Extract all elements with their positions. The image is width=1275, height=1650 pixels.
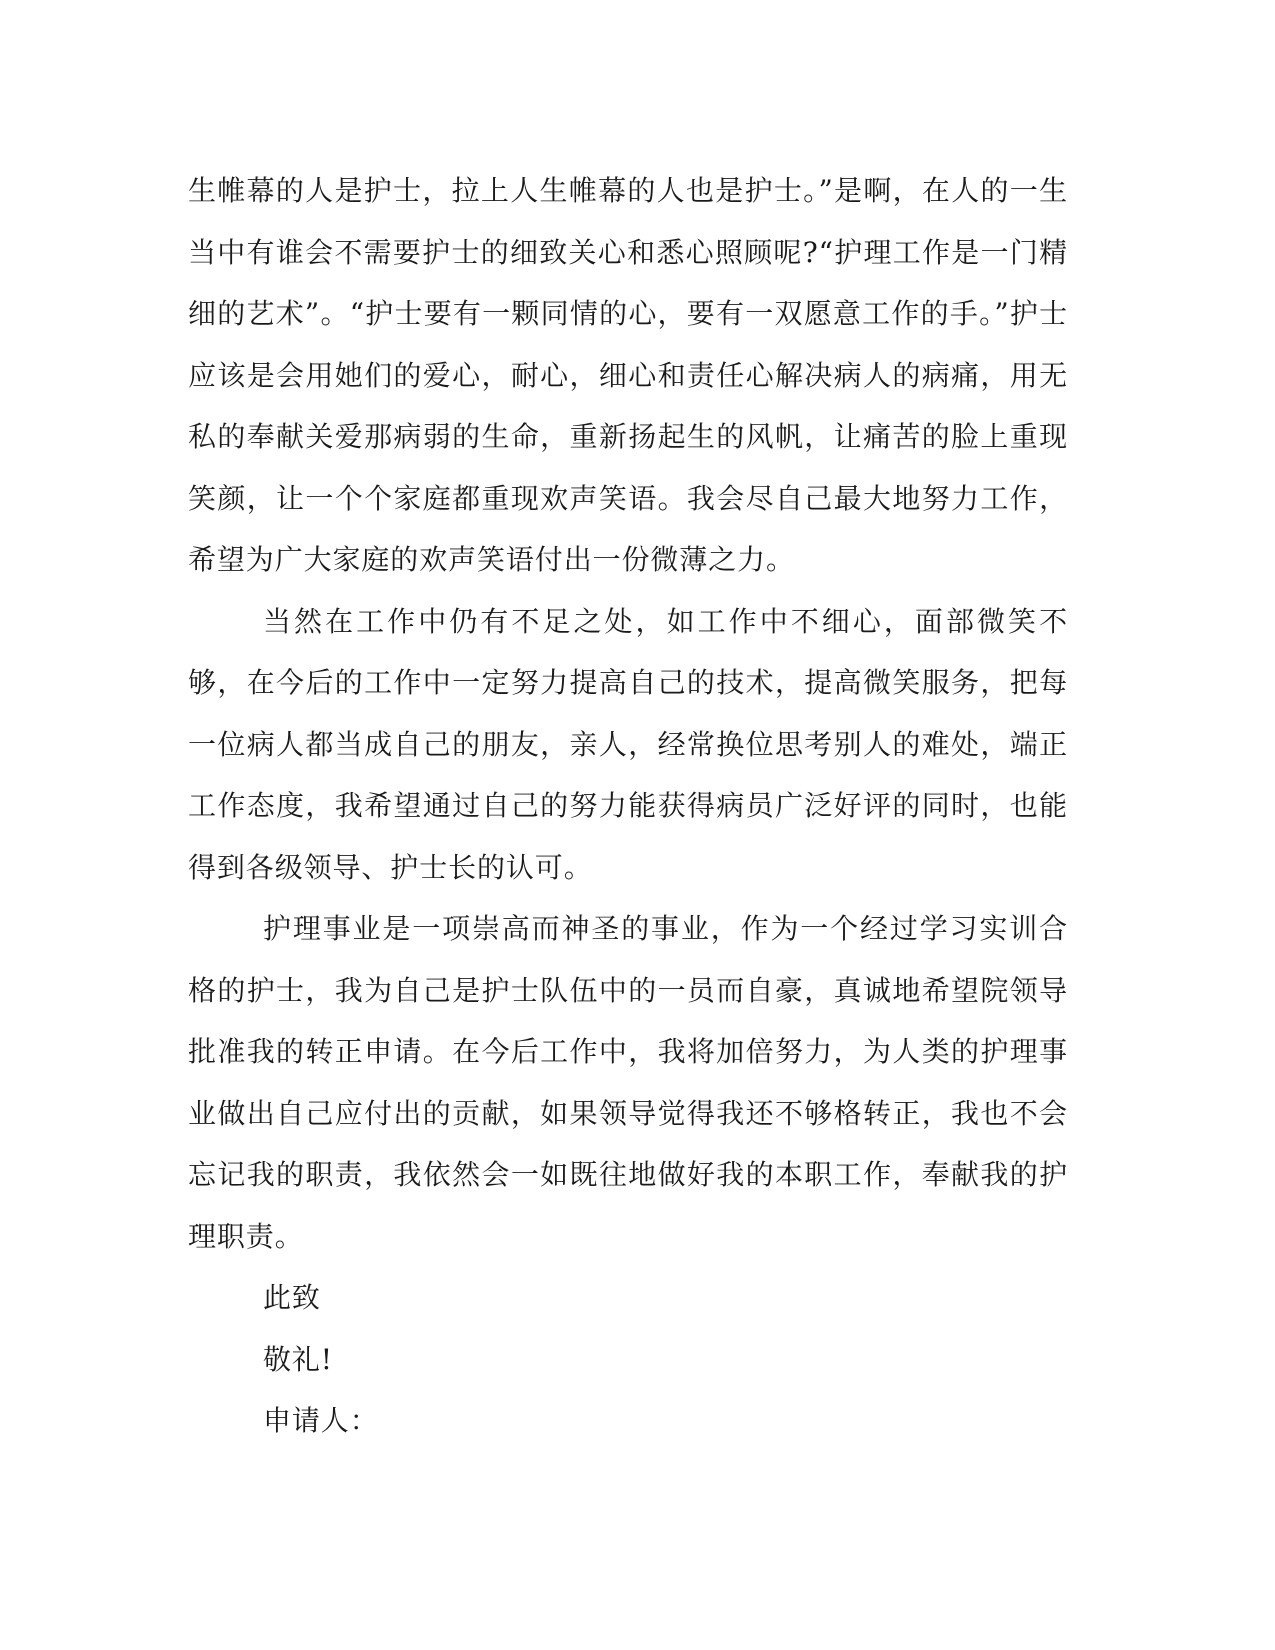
paragraph-continuation: 生帷幕的人是护士，拉上人生帷幕的人也是护士。”是啊，在人的一生当中有谁会不需要护士的细致关心和悉心照顾呢?“护理工作是一门精细的艺术”。“护士要有一颗同情的心，要有一双愿意工作的手。”护士应该是会用她们的爱心，耐心，细心和责任心解决病人的病痛，用无私的奉献关爱那病弱的生命，重新扬起生的风帆，让痛苦的脸上重现笑颜，让一个个家庭都重现欢声笑语。我会尽自己最大地努力工作，希望为广大家庭的欢声笑语付出一份微薄之力。 <box>188 174 1068 576</box>
closing-salutation: 此致 <box>263 1281 321 1314</box>
letter-body <box>188 160 1068 1452</box>
closing-regards: 敬礼! <box>263 1342 333 1376</box>
paragraph-conclusion: 护理事业是一项崇高而神圣的事业，作为一个经过学习实训合格的护士，我为自己是护士队伍中的一员而自豪，真诚地希望院领导批准我的转正申请。在今后工作中，我将加倍努力，为人类的护理事业做出自己应付出的贡献，如果领导觉得我还不够格转正，我也不会忘记我的职责，我依然会一如既往地做好我的本职工作，奉献我的护理职责。 <box>188 912 1068 1253</box>
paragraph-shortcomings: 当然在工作中仍有不足之处，如工作中不细心，面部微笑不够，在今后的工作中一定努力提高自己的技术，提高微笑服务，把每一位病人都当成自己的朋友，亲人，经常换位思考别人的难处，端正工作态度，我希望通过自己的努力能获得病员广泛好评的同时，也能得到各级领导、护士长的认可。 <box>188 604 1068 884</box>
applicant-label: 申请人： <box>263 1404 379 1437</box>
